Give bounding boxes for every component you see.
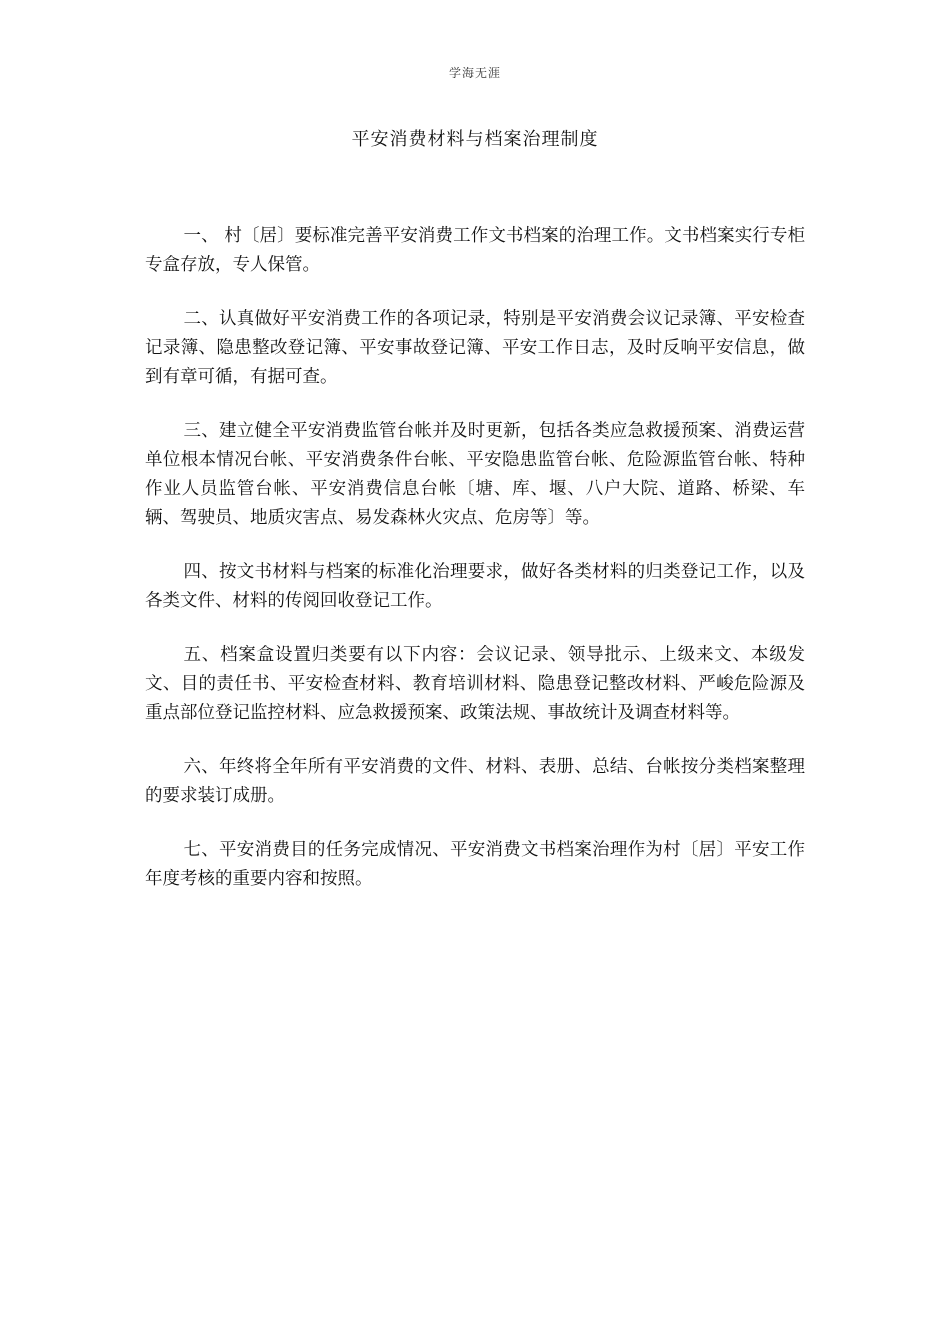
- paragraph-1: 一、 村〔居〕要标准完善平安消费工作文书档案的治理工作。文书档案实行专柜专盒存放，专人保管。: [145, 226, 805, 275]
- paragraph-5: 五、档案盒设置归类要有以下内容：会议记录、领导批示、上级来文、本级发文、目的责任书、平安检查材料、教育培训材料、隐患登记整改材料、严峻危险源及重点部位登记监控材料、应急救援预案、政策法规、事故统计及调查材料等。: [145, 645, 805, 723]
- document-body: [145, 222, 805, 919]
- paragraph-6: 六、年终将全年所有平安消费的文件、材料、表册、总结、台帐按分类档案整理的要求装订成册。: [145, 757, 805, 806]
- paragraph-3: 三、建立健全平安消费监管台帐并及时更新，包括各类应急救援预案、消费运营单位根本情况台帐、平安消费条件台帐、平安隐患监管台帐、危险源监管台帐、特种作业人员监管台帐、平安消费信息台帐〔塘、库、堰、八户大院、道路、桥梁、车辆、驾驶员、地质灾害点、易发森林火灾点、危房等〕等。: [145, 421, 805, 528]
- document-title: 平安消费材料与档案治理制度: [351, 129, 599, 150]
- running-header: 学海无涯: [448, 66, 501, 80]
- paragraph-7: 七、平安消费目的任务完成情况、平安消费文书档案治理作为村〔居〕平安工作年度考核的重要内容和按照。: [145, 840, 805, 889]
- paragraph-2: 二、认真做好平安消费工作的各项记录，特别是平安消费会议记录簿、平安检查记录簿、隐患整改登记簿、平安事故登记簿、平安工作日志，及时反响平安信息，做到有章可循，有据可查。: [145, 309, 805, 387]
- paragraph-4: 四、按文书材料与档案的标准化治理要求，做好各类材料的归类登记工作，以及各类文件、材料的传阅回收登记工作。: [145, 562, 805, 611]
